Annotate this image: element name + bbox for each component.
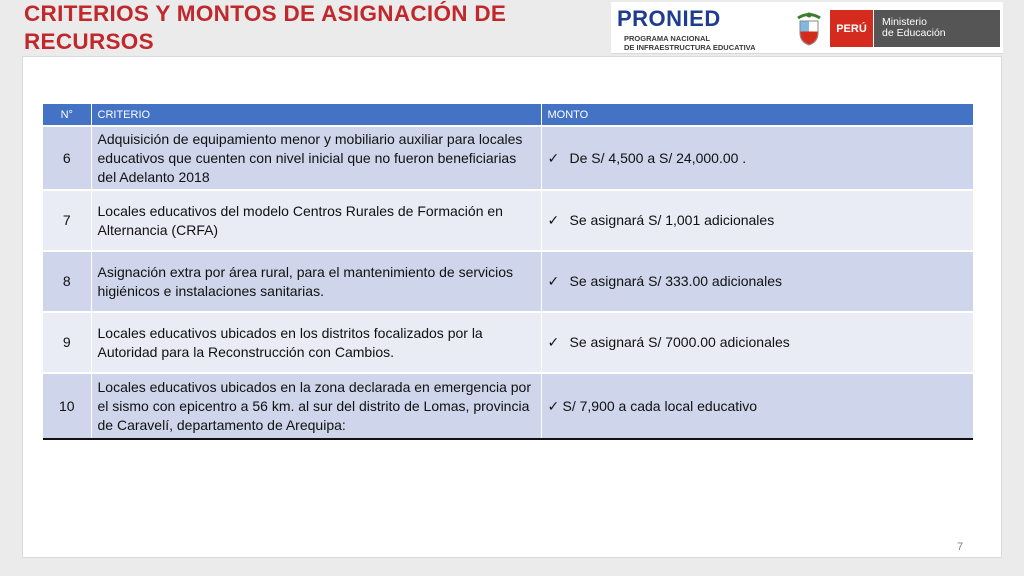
row-monto: De S/ 4,500 a S/ 24,000.00 . [569, 149, 747, 166]
row-criterio: Asignación extra por área rural, para el mantenimiento de servicios higiénicos e instalaciones sanitarias. [91, 251, 541, 312]
row-monto-cell [541, 126, 973, 190]
row-number: 10 [43, 373, 91, 439]
title-line-2: RECURSOS [24, 29, 154, 54]
row-criterio: Locales educativos del modelo Centros Rurales de Formación en Alternancia (CRFA) [91, 190, 541, 251]
coat-of-arms-icon [794, 9, 824, 47]
table-row [43, 312, 973, 373]
row-criterio: Locales educativos ubicados en la zona declarada en emergencia por el sismo con epicentro a 56 km. al sur del distrito de Lomas, provincia de Caravelí, departamento de Arequipa: [91, 373, 541, 439]
table-row [43, 190, 973, 251]
header-number: N° [43, 104, 91, 126]
row-number: 7 [43, 190, 91, 251]
row-criterio: Locales educativos ubicados en los distritos focalizados por la Autoridad para la Reconstrucción con Cambios. [91, 312, 541, 373]
page-number: 7 [957, 541, 964, 553]
ministry-line-2: de Educación [882, 27, 946, 39]
row-monto: Se asignará S/ 1,001 adicionales [569, 212, 775, 228]
row-number: 9 [43, 312, 91, 373]
criteria-table [43, 104, 973, 440]
table-row [43, 251, 973, 312]
row-number: 6 [43, 126, 91, 190]
checkmark-icon: ✓ [547, 334, 560, 350]
row-monto-cell [541, 312, 973, 373]
slide-title [24, 0, 604, 56]
row-monto-cell [541, 251, 973, 312]
header-criterio: CRITERIO [91, 104, 541, 126]
table-row [43, 126, 973, 190]
checkmark-icon: ✓ [547, 212, 560, 228]
row-number: 8 [43, 251, 91, 312]
table-header-row [43, 104, 973, 126]
pronied-logo [615, 6, 780, 52]
checkmark-icon: ✓ [547, 149, 560, 166]
pronied-subtitle-1: PROGRAMA NACIONAL [624, 34, 710, 43]
row-monto: Se asignará S/ 333.00 adicionales [569, 273, 782, 289]
table-row [43, 373, 973, 439]
peru-badge: PERÚ [830, 10, 873, 47]
row-monto: Se asignará S/ 7000.00 adicionales [569, 334, 790, 350]
ministry-badge [874, 10, 1000, 47]
checkmark-icon: ✓ [547, 397, 560, 414]
header-monto: MONTO [541, 104, 973, 126]
pronied-wordmark: PRONIED [617, 6, 721, 31]
row-monto-cell [541, 190, 973, 251]
row-monto-cell [541, 373, 973, 439]
title-line-1: CRITERIOS Y MONTOS DE ASIGNACIÓN DE [24, 1, 507, 26]
row-criterio: Adquisición de equipamiento menor y mobiliario auxiliar para locales educativos que cuenten con nivel inicial que no fueron beneficiarias del Adelanto 2018 [91, 126, 541, 190]
row-monto: S/ 7,900 a cada local educativo [562, 397, 758, 414]
ministry-line-1: Ministerio [882, 16, 927, 28]
logo-banner [611, 2, 1003, 54]
checkmark-icon: ✓ [547, 273, 560, 289]
pronied-subtitle-2: DE INFRAESTRUCTURA EDUCATIVA [624, 43, 756, 52]
